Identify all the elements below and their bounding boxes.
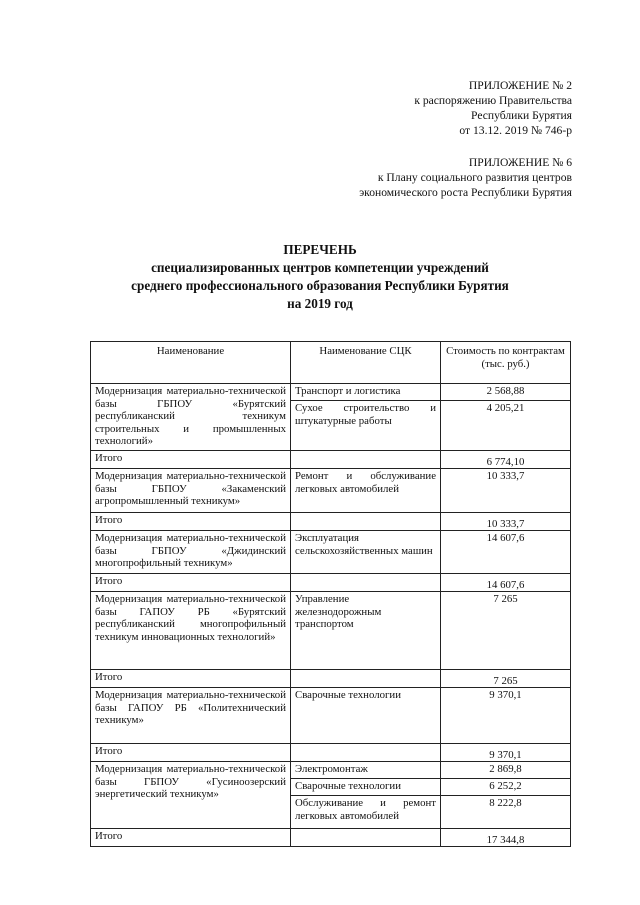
- appendix-2-ref: к распоряжению Правительства: [414, 94, 572, 107]
- document-title: [0, 241, 640, 313]
- col-header-sck: Наименование СЦК: [291, 342, 441, 384]
- appendix-6-header: [359, 155, 572, 200]
- institution-name: Модернизация материально-технической базы ГАПОУ РБ «Бурятский республиканский многопрофильный техникум инновационных технологий»: [91, 592, 291, 670]
- total-label: Итого: [91, 670, 291, 688]
- sck-name: Сварочные технологии: [291, 779, 441, 796]
- appendix-2-date: от 13.12. 2019 № 746-р: [459, 124, 572, 137]
- institution-name: Модернизация материально-технической базы ГБПОУ «Бурятский республиканский техникум строительных и промышленных технологий»: [91, 384, 291, 451]
- table-row: [91, 531, 571, 574]
- total-row: [91, 744, 571, 762]
- table-row: [91, 688, 571, 744]
- total-row: [91, 574, 571, 592]
- total-value: 9 370,1: [441, 744, 571, 762]
- table-row: [91, 469, 571, 513]
- appendix-6-ref: к Плану социального развития центров: [377, 171, 572, 184]
- total-label: Итого: [91, 574, 291, 592]
- total-row: [91, 829, 571, 847]
- institution-name: Модернизация материально-технической базы ГБПОУ «Джидинский многопрофильный техникум»: [91, 531, 291, 574]
- institution-name: Модернизация материально-технической базы ГАПОУ РБ «Политехнический техникум»: [91, 688, 291, 744]
- cost-value: 9 370,1: [441, 688, 571, 744]
- competence-centers-table: [90, 341, 571, 847]
- sck-name: Сварочные технологии: [291, 688, 441, 744]
- total-row: [91, 513, 571, 531]
- cost-value: 4 205,21: [441, 401, 571, 451]
- sck-name: Эксплуатация сельскохозяйственных машин: [291, 531, 441, 574]
- sck-name: Транспорт и логистика: [291, 384, 441, 401]
- appendix-2-header: [414, 78, 572, 138]
- sck-name: Управление железнодорожным транспортом: [291, 592, 441, 670]
- sck-name: Электромонтаж: [291, 762, 441, 779]
- title-word: ПЕРЕЧЕНЬ: [283, 242, 357, 257]
- total-value: 7 265: [441, 670, 571, 688]
- cost-value: 2 869,8: [441, 762, 571, 779]
- sck-name: Ремонт и обслуживание легковых автомобилей: [291, 469, 441, 513]
- institution-name: Модернизация материально-технической базы ГБПОУ «Закаменский агропромышленный техникум»: [91, 469, 291, 513]
- total-value: 6 774,10: [441, 451, 571, 469]
- col-header-cost: Стоимость по контрактам (тыс. руб.): [441, 342, 571, 384]
- title-year: на 2019 год: [287, 296, 353, 311]
- total-value: 10 333,7: [441, 513, 571, 531]
- appendix-2-title: ПРИЛОЖЕНИЕ № 2: [468, 79, 572, 92]
- total-label: Итого: [91, 829, 291, 847]
- total-label: Итого: [91, 513, 291, 531]
- total-value: 17 344,8: [441, 829, 571, 847]
- appendix-6-title: ПРИЛОЖЕНИЕ № 6: [468, 156, 572, 169]
- total-label: Итого: [91, 451, 291, 469]
- cost-value: 7 265: [441, 592, 571, 670]
- total-row: [91, 670, 571, 688]
- title-line-2: специализированных центров компетенции учреждений: [151, 260, 489, 275]
- cost-value: 6 252,2: [441, 779, 571, 796]
- table-row: [91, 762, 571, 779]
- sck-name: Обслуживание и ремонт легковых автомобилей: [291, 796, 441, 829]
- table-row: [91, 592, 571, 670]
- total-row: [91, 451, 571, 469]
- appendix-6-ref-region: экономического роста Республики Бурятия: [359, 186, 572, 199]
- institution-name: Модернизация материально-технической базы ГБПОУ «Гусиноозерский энергетический техникум»: [91, 762, 291, 829]
- cost-value: 8 222,8: [441, 796, 571, 829]
- table-row: [91, 384, 571, 401]
- title-line-3: среднего профессионального образования Республики Бурятия: [131, 278, 509, 293]
- cost-value: 14 607,6: [441, 531, 571, 574]
- col-header-name: Наименование: [91, 342, 291, 384]
- cost-value: 10 333,7: [441, 469, 571, 513]
- cost-value: 2 568,88: [441, 384, 571, 401]
- total-value: 14 607,6: [441, 574, 571, 592]
- table-header-row: [91, 342, 571, 384]
- sck-name: Сухое строительство и штукатурные работы: [291, 401, 441, 451]
- appendix-2-ref-region: Республики Бурятия: [471, 109, 572, 122]
- total-label: Итого: [91, 744, 291, 762]
